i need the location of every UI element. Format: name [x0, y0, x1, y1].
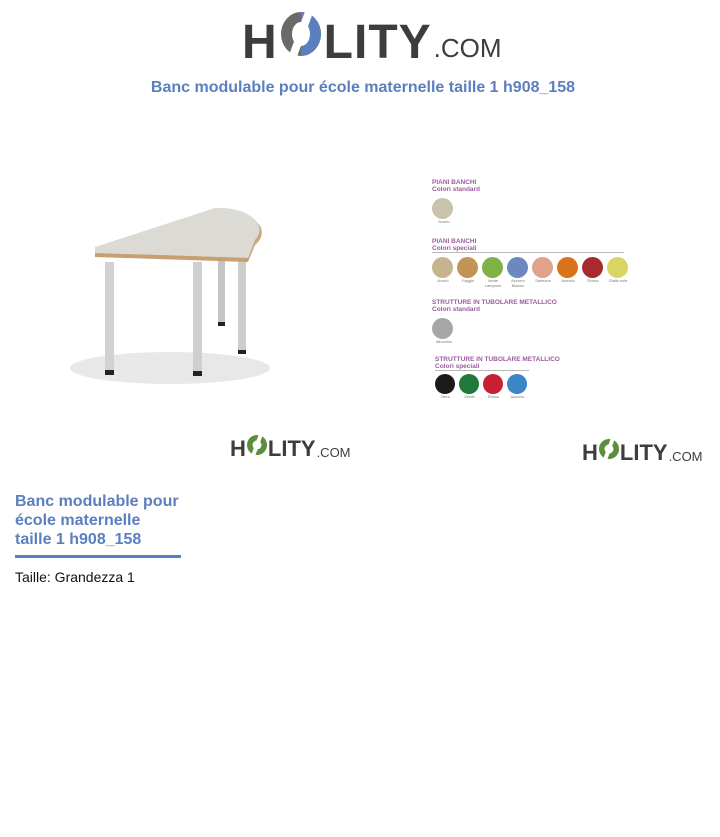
logo-o-icon — [246, 432, 268, 462]
swatch: Nero — [435, 374, 456, 399]
product-title[interactable]: Banc modulable pour école maternelle taille 1 h908_158 — [15, 493, 179, 548]
swatch: Giallo sole — [607, 257, 629, 288]
divider — [15, 555, 181, 558]
color-swatches-image[interactable] — [432, 178, 632, 403]
logo-letter-h: H — [230, 436, 246, 461]
image-logo — [230, 432, 351, 462]
logo-letter-h: H — [582, 440, 598, 465]
page-title: Banc modulable pour école maternelle taille 1 h908_158 — [150, 79, 576, 96]
swatch-group-title: STRUTTURE IN TUBOLARE METALLICO Colori standard — [432, 299, 557, 313]
swatch-group-title: STRUTTURE IN TUBOLARE METALLICO Colori speciali — [435, 356, 560, 370]
logo-o-icon — [598, 436, 620, 466]
swatch: Rosso — [483, 374, 504, 399]
swatch: Faggio — [457, 257, 479, 288]
logo-suffix: .COM — [668, 449, 703, 464]
product-size: Taille: Grandezza 1 — [15, 569, 135, 585]
swatch: Salmone — [532, 257, 554, 288]
logo-letter-h: H — [242, 16, 278, 69]
swatch: Verde — [459, 374, 480, 399]
logo-o-icon — [278, 8, 324, 70]
logo-suffix: .COM — [433, 33, 502, 63]
swatch: Avorio — [432, 198, 456, 224]
half-round-table-illustration — [60, 200, 270, 395]
swatch: Alluminio — [432, 318, 456, 344]
color-dot — [432, 198, 453, 219]
swatch: Azzurro Bianco — [507, 257, 529, 288]
swatch: Rosso — [582, 257, 604, 288]
swatch: Verde Lampone — [482, 257, 504, 288]
swatch-group-title: PIANI BANCHI Colori standard — [432, 179, 481, 193]
site-logo[interactable] — [242, 12, 502, 70]
swatch: Avorio — [432, 257, 454, 288]
swatch-group-title: PIANI BANCHI Colori speciali — [432, 238, 477, 252]
logo-text: LITY — [323, 16, 432, 69]
swatch: Arancio — [557, 257, 579, 288]
logo-suffix: .COM — [316, 445, 351, 460]
product-image[interactable] — [60, 200, 270, 395]
logo-text: LITY — [267, 436, 316, 461]
logo-text: LITY — [619, 440, 668, 465]
product-card — [15, 492, 181, 585]
swatches-logo — [582, 436, 703, 466]
swatch: Azzurro — [507, 374, 528, 399]
